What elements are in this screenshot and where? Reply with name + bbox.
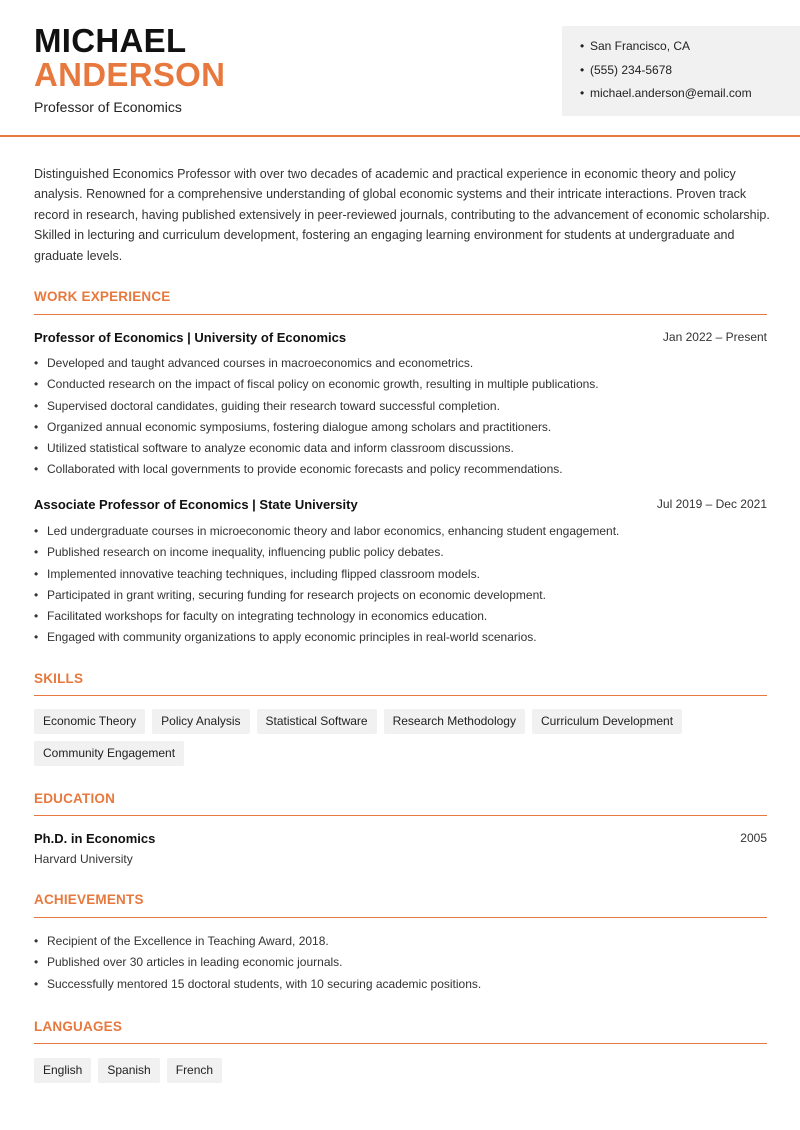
list-item: • Participated in grant writing, securing funding for research projects on economic development. bbox=[34, 588, 767, 609]
job-dates: Jul 2019 – Dec 2021 bbox=[656, 497, 767, 511]
skill-chip: Policy Analysis bbox=[152, 709, 249, 734]
edu-year: 2005 bbox=[740, 831, 767, 845]
resume-header bbox=[0, 0, 800, 137]
edu-degree: Ph.D. in Economics bbox=[34, 831, 156, 846]
skills-list bbox=[34, 709, 774, 773]
first-name: MICHAEL bbox=[34, 22, 187, 59]
list-item: • Facilitated workshops for faculty on integrating technology in economics education. bbox=[34, 609, 767, 630]
skill-chip: Curriculum Development bbox=[532, 709, 682, 734]
section-divider bbox=[34, 1043, 767, 1044]
list-item: • Published research on income inequality, influencing public policy debates. bbox=[34, 545, 767, 566]
language-chip: French bbox=[167, 1058, 222, 1083]
languages-list bbox=[34, 1058, 774, 1090]
list-item: • Recipient of the Excellence in Teaching Award, 2018. bbox=[34, 934, 767, 955]
contact-location-text: San Francisco, CA bbox=[590, 39, 691, 53]
achievements-list bbox=[34, 934, 767, 998]
contact-phone-text: (555) 234-5678 bbox=[590, 62, 673, 77]
list-item: • Organized annual economic symposiums, fostering dialogue among scholars and practitioners. bbox=[34, 420, 767, 441]
list-item: • Collaborated with local governments to provide economic forecasts and policy recommendations. bbox=[34, 462, 767, 483]
contact-box bbox=[562, 26, 800, 116]
contact-email-text: michael.anderson@email.com bbox=[590, 86, 752, 100]
section-divider bbox=[34, 314, 767, 315]
bullet-icon: • bbox=[580, 62, 585, 77]
skill-chip: Community Engagement bbox=[34, 741, 184, 766]
job-role: Professor of Economics | University of Economics bbox=[34, 330, 347, 345]
section-title-education: EDUCATION bbox=[34, 791, 116, 806]
job-header bbox=[34, 330, 767, 345]
job-role: Associate Professor of Economics | State University bbox=[34, 497, 358, 512]
bullet-icon: • bbox=[580, 39, 585, 53]
list-item: • Conducted research on the impact of fiscal policy on economic growth, resulting in multiple publications. bbox=[34, 377, 767, 398]
section-title-achievements: ACHIEVEMENTS bbox=[34, 892, 144, 907]
skill-chip: Research Methodology bbox=[384, 709, 525, 734]
job-header bbox=[34, 497, 767, 512]
section-divider bbox=[34, 917, 767, 918]
list-item: • Supervised doctoral candidates, guiding their research toward successful completion. bbox=[34, 399, 767, 420]
job-bullets bbox=[34, 356, 767, 484]
section-divider bbox=[34, 815, 767, 816]
last-name: ANDERSON bbox=[34, 56, 226, 93]
language-chip: Spanish bbox=[98, 1058, 159, 1083]
list-item: • Engaged with community organizations to apply economic principles in real-world scenarios. bbox=[34, 630, 767, 651]
section-divider bbox=[34, 695, 767, 696]
list-item: • Developed and taught advanced courses in macroeconomics and econometrics. bbox=[34, 356, 767, 377]
list-item: • Successfully mentored 15 doctoral students, with 10 securing academic positions. bbox=[34, 977, 767, 998]
job-bullets bbox=[34, 524, 767, 652]
bullet-icon: • bbox=[580, 86, 585, 100]
contact-email bbox=[580, 86, 800, 110]
job-title: Professor of Economics bbox=[34, 99, 182, 115]
list-item: • Published over 30 articles in leading economic journals. bbox=[34, 955, 767, 976]
summary: Distinguished Economics Professor with over two decades of academic and practical experience in economic theory and policy analysis. Renowned for a comprehensive understanding of global economic systems and their intricate interactions. Proven track record in research, having published extensively in peer-reviewed journals, contributing to the advancement of economic scholarship. Skilled in lecturing and curriculum development, fostering an engaging learning environment for students at undergraduate and graduate levels. bbox=[34, 167, 770, 263]
section-title-languages: LANGUAGES bbox=[34, 1019, 123, 1034]
list-item: • Utilized statistical software to analyze economic data and inform classroom discussions. bbox=[34, 441, 767, 462]
list-item: • Led undergraduate courses in microeconomic theory and labor economics, enhancing student engagement. bbox=[34, 524, 767, 545]
section-title-work: WORK EXPERIENCE bbox=[34, 289, 171, 304]
skill-chip: Statistical Software bbox=[257, 709, 377, 734]
list-item: • Implemented innovative teaching techniques, including flipped classroom models. bbox=[34, 567, 767, 588]
contact-phone bbox=[580, 63, 800, 87]
section-title-skills: SKILLS bbox=[34, 671, 84, 686]
edu-school: Harvard University bbox=[34, 852, 133, 866]
language-chip: English bbox=[34, 1058, 91, 1083]
contact-location bbox=[580, 39, 800, 63]
skill-chip: Economic Theory bbox=[34, 709, 145, 734]
job-dates: Jan 2022 – Present bbox=[662, 330, 767, 344]
